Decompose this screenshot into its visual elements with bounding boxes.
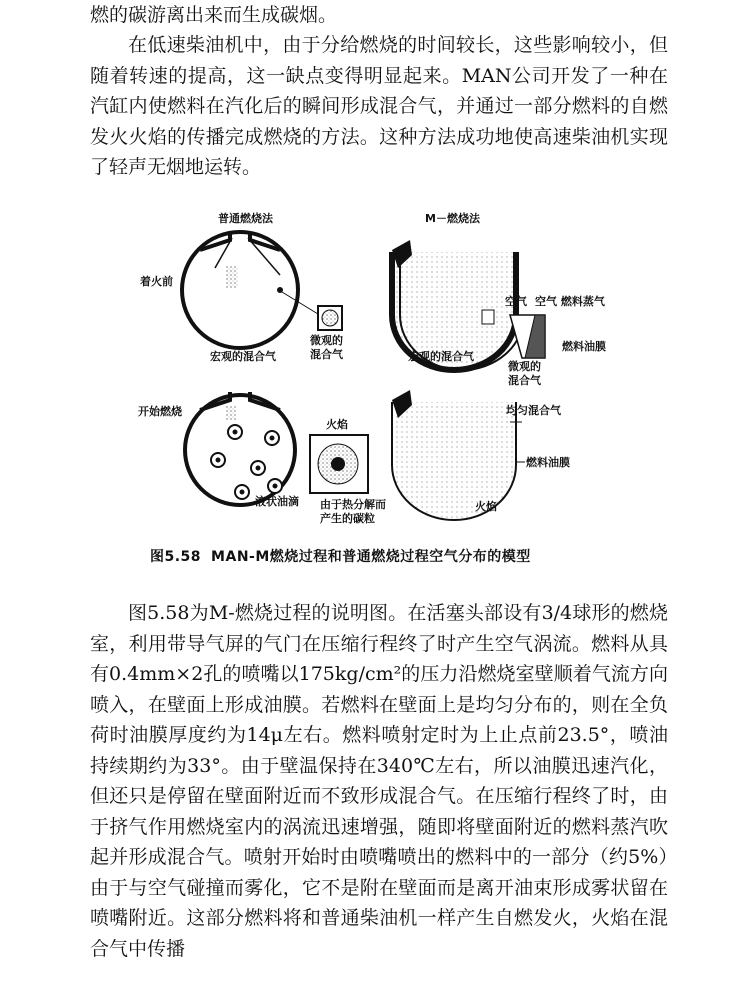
- label-flame-2: 火焰: [475, 500, 497, 513]
- label-micro-mix-1a: 微观的: [310, 334, 343, 347]
- label-uniform-mix: 均匀混合气: [506, 404, 561, 417]
- label-air: 空气: [505, 295, 527, 308]
- label-liquid-droplet: 液状油滴: [255, 495, 299, 508]
- label-fuel-film: 燃料油膜: [562, 340, 606, 353]
- label-flame-1: 火焰: [326, 418, 348, 431]
- label-carbon-a: 由于热分解而: [320, 498, 386, 511]
- label-m-process: M－燃烧法: [425, 212, 480, 225]
- label-air-fuel-vapor: 空气 燃料蒸气: [535, 295, 605, 308]
- figure-caption-number: 图5.58: [150, 549, 202, 565]
- label-micro-mix-2b: 混合气: [508, 374, 541, 387]
- label-conventional: 普通燃烧法: [218, 212, 273, 225]
- combustion-model-figure: [130, 210, 630, 535]
- label-micro-mix-1b: 混合气: [310, 348, 343, 361]
- label-micro-mix-2a: 微观的: [508, 360, 541, 373]
- label-macro-mix-2: 宏观的混合气: [408, 350, 474, 363]
- figure-caption: [150, 546, 541, 566]
- spray-1: [226, 266, 238, 288]
- top-paragraph: 在低速柴油机中，由于分给燃烧的时间较长，这些影响较小，但随着转速的提高，这一缺点变得明显起来。MAN公司开发了一种在汽缸内使燃料在汽化后的瞬间形成混合气，并通过一部分燃料的自燃发火火焰的传播完成燃烧的方法。这种方法成功地使高速柴油机实现了轻声无烟地运转。: [90, 34, 668, 178]
- label-fuel-film-2: 燃料油膜: [526, 456, 570, 469]
- top-text-line: 燃的碳游离出来而生成碳烟。: [90, 4, 338, 26]
- figure-caption-text: MAN-M燃烧过程和普通燃烧过程空气分布的模型: [211, 549, 531, 565]
- body-paragraph: 图5.58为M-燃烧过程的说明图。在活塞头部设有3/4球形的燃烧室，利用带导气屏的气门在压缩行程终了时产生空气涡流。燃料从具有0.4mm×2孔的喷嘴以175kg/cm²的压力沿燃烧室壁顺着气流方向喷入，在壁面上形成油膜。若燃料在壁面上是均匀分布的，则在全负荷时油膜厚度约为14μ左右。燃料喷射定时为上止点前23.5°，喷油持续期约为33°。由于壁温保持在340℃左右，所以油膜迅速汽化，但还只是停留在壁面附近而不致形成混合气。在压缩行程终了时，由于挤气作用燃烧室内的涡流迅速增强，随即将壁面附近的燃料蒸汽吹起并形成混合气。喷射开始时由喷嘴喷出的燃料中的一部分（约5%）由于与空气碰撞而雾化，它不是附在壁面而是离开油束形成雾状留在喷嘴附近。这部分燃料将和普通柴油机一样产生自燃发火，火焰在混合气中传播: [90, 602, 668, 960]
- label-macro-mix-1: 宏观的混合气: [210, 350, 276, 363]
- label-carbon-b: 产生的碳粒: [320, 512, 375, 525]
- label-start-combustion: 开始燃烧: [138, 405, 182, 418]
- m-chamber-2: [392, 402, 516, 520]
- label-before-ignition: 着火前: [140, 275, 173, 288]
